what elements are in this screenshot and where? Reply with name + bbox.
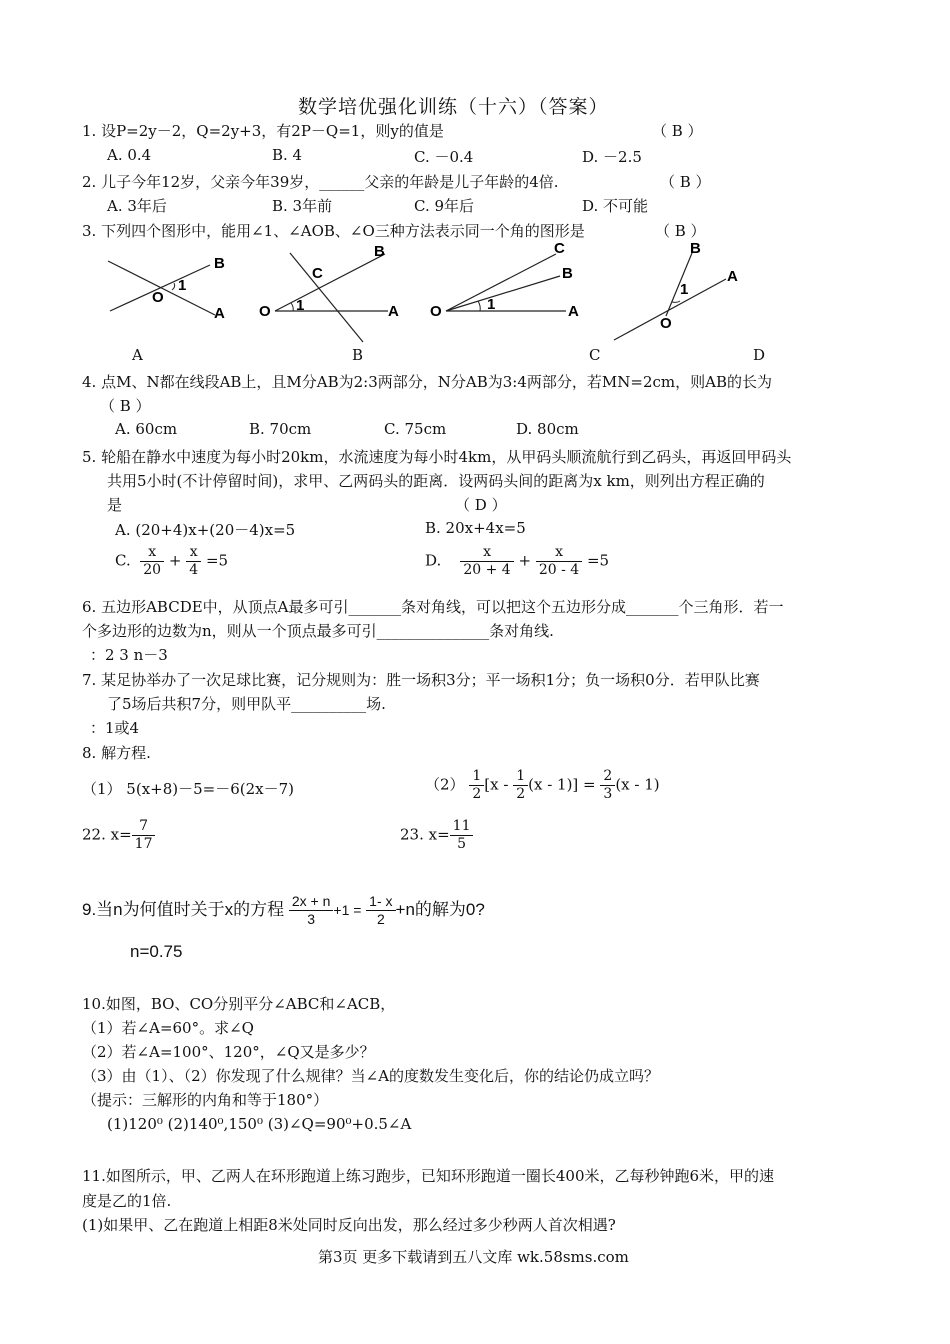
fraction: $\frac{x}{4}$	[186, 544, 201, 579]
q7-line-2: 了5场后共积7分，则甲队平__________场.	[107, 695, 386, 713]
q8-answer-1	[82, 818, 155, 853]
q1-option-d: D. －2.5	[582, 148, 642, 166]
q1-option-b: B. 4	[272, 146, 303, 164]
equals: =5	[586, 551, 610, 570]
q5-line-1: 5. 轮船在静水中速度为每小时20km，水流速度为每小时4km，从甲码头顺流航行到乙码头，再返回甲码头	[82, 448, 792, 466]
q4-stem: 4. 点M、N都在线段AB上，且M分AB为2:3两部分，N分AB为3:4两部分，若MN=2cm，则AB的长为	[82, 373, 772, 391]
q5-option-c	[115, 544, 228, 579]
label-a: A	[568, 303, 579, 320]
q8-answer-2	[400, 818, 473, 853]
q5-option-b: B. 20x+4x=5	[425, 519, 526, 537]
q5-option-a: A. (20+4)x+(20－4)x=5	[115, 521, 296, 539]
label-b: B	[214, 255, 225, 272]
fraction: $\frac{2x + n}{3}$	[289, 893, 334, 928]
q3-angle-figures	[0, 236, 950, 344]
q4-option-a: A. 60cm	[115, 420, 178, 438]
q2-option-b: B. 3年前	[272, 197, 333, 215]
q9-question	[82, 893, 485, 928]
q4-answer: （ B ）	[100, 397, 151, 415]
q7-answer: ：1或4	[90, 719, 140, 737]
part-label: （2）	[425, 775, 465, 794]
q2-answer: （ B ）	[660, 173, 711, 191]
figure-d	[614, 240, 738, 340]
label-a: A	[727, 268, 738, 285]
q5-option-d	[425, 544, 609, 579]
figure-b	[259, 243, 399, 342]
fraction: $\frac{x}{20 - 4}$	[536, 544, 582, 579]
option-c-label: C.	[115, 551, 131, 570]
label-b: B	[562, 265, 573, 282]
q3-stem: 3. 下列四个图形中，能用∠1、∠AOB、∠O三种方法表示同一个角的图形是	[82, 222, 585, 240]
q5-line-2: 共用5小时(不计停留时间)，求甲、乙两码头的距离．设两码头间的距离为x km，则列出方程正确的	[107, 472, 765, 490]
q5-answer: （ D ）	[455, 496, 507, 514]
option-d-label: D.	[425, 551, 442, 570]
plus-sign: +	[168, 551, 182, 570]
q2-option-a: A. 3年后	[107, 197, 167, 215]
page-footer: 第3页 更多下载请到五八文库 wk.58sms.com	[318, 1248, 629, 1266]
expr: [x -	[484, 775, 509, 794]
q6-answer: ：2 3 n－3	[90, 646, 168, 664]
q9-post: +n的解为0?	[395, 899, 485, 919]
q8-part-1: （1） 5(x+8)－5=－6(2x－7)	[82, 780, 295, 798]
fraction: $\frac{7}{17}$	[132, 818, 156, 853]
label-a: A	[388, 303, 399, 320]
q8-part-2	[425, 768, 660, 803]
q10-line-3: （2）若∠A=100°、120°，∠Q又是多少？	[82, 1043, 375, 1061]
q3-fig-label-d: D	[753, 346, 766, 364]
q1-stem: 1. 设P=2y－2，Q=2y+3，有2P－Q=1，则y的值是	[82, 122, 444, 140]
expr: (x - 1)	[615, 775, 660, 794]
q10-line-4: （3）由（1）、（2）你发现了什么规律？当∠A的度数发生变化后，你的结论仍成立吗？	[82, 1067, 660, 1085]
q11-line-1: 11.如图所示，甲、乙两人在环形跑道上练习跑步，已知环形跑道一圈长400米，乙每秒钟跑6米，甲的速	[82, 1167, 775, 1185]
q4-option-c: C. 75cm	[384, 420, 447, 438]
label-o: O	[430, 303, 442, 320]
label-c: C	[312, 265, 323, 282]
label-1: 1	[296, 297, 305, 314]
fraction: $\frac{1}{2}$	[513, 768, 528, 803]
figure-a	[108, 255, 225, 322]
fraction: $\frac{x}{20 + 4}$	[460, 544, 513, 579]
label-c: C	[554, 240, 565, 257]
q3-answer: （ B ）	[655, 222, 706, 240]
fraction: $\frac{11}{5}$	[450, 818, 474, 853]
q9-mid: +1 =	[333, 901, 362, 918]
equals: =5	[205, 551, 229, 570]
fraction: $\frac{1}{2}$	[469, 768, 484, 803]
q2-stem: 2. 儿子今年12岁，父亲今年39岁，______父亲的年龄是儿子年龄的4倍.	[82, 173, 559, 191]
label-o: O	[152, 289, 164, 306]
label-o: O	[660, 315, 672, 332]
label-a: A	[214, 305, 225, 322]
label-b: B	[690, 240, 701, 257]
q9-pre: 9.当n为何值时关于x的方程	[82, 899, 285, 919]
label-1: 1	[178, 277, 187, 294]
q4-option-d: D. 80cm	[516, 420, 579, 438]
fraction: $\frac{1- x}{2}$	[366, 893, 395, 928]
q8-stem: 8. 解方程.	[82, 744, 151, 762]
plus-sign: +	[518, 551, 532, 570]
answer-label: 23. x=	[400, 825, 450, 844]
answer-label: 22. x=	[82, 825, 132, 844]
q3-fig-label-a: A	[132, 346, 143, 364]
fraction: $\frac{x}{20}$	[140, 544, 164, 579]
q11-line-3: (1)如果甲、乙在跑道上相距8米处同时反向出发，那么经过多少秒两人首次相遇?	[82, 1216, 616, 1234]
q10-line-2: （1）若∠A=60°。求∠Q	[82, 1019, 254, 1037]
q10-line-1: 10.如图，BO、CO分别平分∠ABC和∠ACB，	[82, 995, 396, 1013]
label-o: O	[259, 303, 271, 320]
q2-option-c: C. 9年后	[414, 197, 475, 215]
label-b: B	[374, 243, 385, 260]
page-title: 数学培优强化训练（十六）（答案）	[298, 96, 609, 118]
expr: (x - 1)] =	[528, 775, 596, 794]
q10-answer: (1)120⁰ (2)140⁰,150⁰ (3)∠Q=90⁰+0.5∠A	[107, 1115, 412, 1133]
q1-answer: （ B ）	[652, 122, 703, 140]
fraction: $\frac{2}{3}$	[600, 768, 615, 803]
q9-answer: n=0.75	[130, 942, 183, 961]
label-1: 1	[487, 296, 496, 313]
q3-fig-label-b: B	[352, 346, 364, 364]
q1-option-a: A. 0.4	[107, 146, 152, 164]
q6-line-1: 6. 五边形ABCDE中，从顶点A最多可引_______条对角线，可以把这个五边形分成_______个三角形．若一	[82, 598, 784, 616]
q10-line-5: （提示：三解形的内角和等于180°）	[82, 1091, 329, 1109]
q6-line-2: 个多边形的边数为n，则从一个顶点最多可引_______________条对角线.	[82, 622, 554, 640]
figure-c	[430, 240, 579, 320]
q7-line-1: 7. 某足协举办了一次足球比赛，记分规则为：胜一场积3分；平一场积1分；负一场积0分．若甲队比赛	[82, 671, 760, 689]
q5-line-3: 是	[107, 496, 123, 514]
q2-option-d: D. 不可能	[582, 197, 649, 215]
q3-fig-label-c: C	[589, 346, 601, 364]
q11-line-2: 度是乙的1倍.	[82, 1192, 172, 1210]
q4-option-b: B. 70cm	[249, 420, 312, 438]
q1-option-c: C. －0.4	[414, 148, 474, 166]
label-1: 1	[680, 281, 689, 298]
